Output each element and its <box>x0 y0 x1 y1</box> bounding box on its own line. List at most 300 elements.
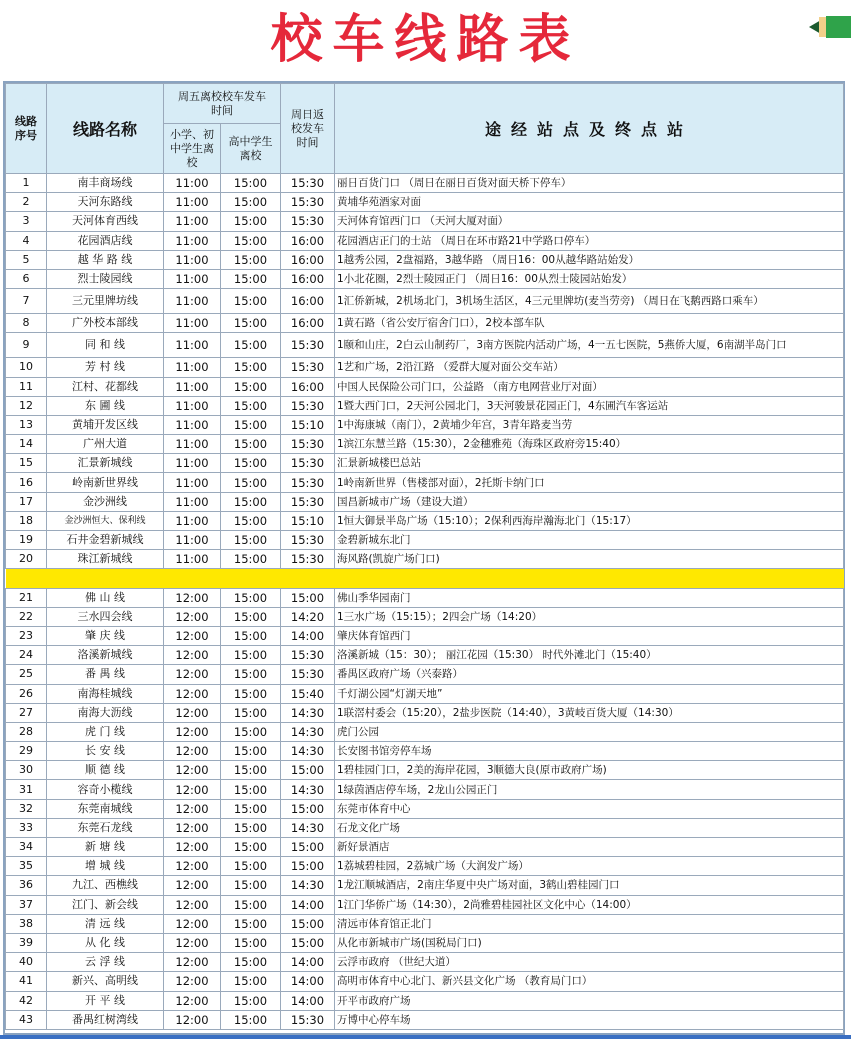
friday-high-time-cell: 15:00 <box>221 231 281 250</box>
stops-cell: 天河体育馆西门口 （天河大厦对面） <box>335 212 844 231</box>
stops-cell: 开平市政府广场 <box>335 991 844 1010</box>
stops-cell: 1三水广场（15:15）；2四会广场（14:20） <box>335 607 844 626</box>
table-row <box>6 454 844 473</box>
friday-primary-time-cell: 11:00 <box>164 250 221 269</box>
stops-cell: 新好景酒店 <box>335 838 844 857</box>
sunday-time-cell: 15:30 <box>281 454 335 473</box>
stops-cell: 高明市体育中心北门、新兴县文化广场 （教育局门口） <box>335 972 844 991</box>
route-name-cell: 增 城 线 <box>47 857 164 876</box>
schedule-table-frame <box>3 81 845 1035</box>
friday-high-time-cell: 15:00 <box>221 972 281 991</box>
friday-primary-time-cell: 12:00 <box>164 742 221 761</box>
stops-cell: 云浮市政府 （世纪大道） <box>335 953 844 972</box>
friday-primary-time-cell: 12:00 <box>164 876 221 895</box>
route-name-cell: 长 安 线 <box>47 742 164 761</box>
route-number-cell: 33 <box>6 818 47 837</box>
stops-cell: 花园酒店正门的士站 （周日在环市路21中学路口停车） <box>335 231 844 250</box>
friday-high-time-cell: 15:00 <box>221 761 281 780</box>
friday-high-time-cell: 15:00 <box>221 269 281 288</box>
route-number-cell: 24 <box>6 646 47 665</box>
friday-primary-time-cell: 11:00 <box>164 492 221 511</box>
table-row <box>6 231 844 250</box>
table-row <box>6 761 844 780</box>
stops-cell: 汇景新城楼巴总站 <box>335 454 844 473</box>
sunday-time-cell: 16:00 <box>281 289 335 314</box>
route-number-cell: 28 <box>6 722 47 741</box>
route-name-cell: 番禺红树湾线 <box>47 1010 164 1029</box>
header-sunday-return: 周日返校发车时间 <box>281 84 335 174</box>
route-name-cell: 番 禺 线 <box>47 665 164 684</box>
route-name-cell: 三元里牌坊线 <box>47 289 164 314</box>
friday-high-time-cell: 15:00 <box>221 492 281 511</box>
route-name-cell: 天河体育西线 <box>47 212 164 231</box>
header-friday-departure: 周五离校校车发车时间 <box>164 84 281 124</box>
route-number-cell: 36 <box>6 876 47 895</box>
friday-primary-time-cell: 12:00 <box>164 626 221 645</box>
sunday-time-cell: 15:00 <box>281 799 335 818</box>
route-number-cell: 15 <box>6 454 47 473</box>
stops-cell: 1颐和山庄，2白云山制药厂，3南方医院内活动广场，4一五七医院，5燕侨大厦，6南湖半岛门口 <box>335 333 844 358</box>
friday-high-time-cell: 15:00 <box>221 396 281 415</box>
sunday-time-cell: 15:30 <box>281 473 335 492</box>
sunday-time-cell: 14:30 <box>281 742 335 761</box>
sunday-time-cell: 15:30 <box>281 435 335 454</box>
friday-primary-time-cell: 12:00 <box>164 818 221 837</box>
friday-primary-time-cell: 11:00 <box>164 231 221 250</box>
table-row <box>6 396 844 415</box>
sunday-time-cell: 15:10 <box>281 415 335 434</box>
stops-cell: 肇庆体育馆西门 <box>335 626 844 645</box>
route-number-cell: 42 <box>6 991 47 1010</box>
friday-high-time-cell: 15:00 <box>221 607 281 626</box>
stops-cell: 1暨大西门口，2天河公园北门，3天河骏景花园正门，4东圃汽车客运站 <box>335 396 844 415</box>
table-row <box>6 933 844 952</box>
bottom-band <box>0 1035 851 1039</box>
sunday-time-cell: 15:30 <box>281 550 335 569</box>
friday-high-time-cell: 15:00 <box>221 511 281 530</box>
pencil-icon <box>809 14 851 40</box>
route-number-cell: 25 <box>6 665 47 684</box>
friday-primary-time-cell: 11:00 <box>164 511 221 530</box>
route-name-cell: 江村、花都线 <box>47 377 164 396</box>
friday-primary-time-cell: 11:00 <box>164 550 221 569</box>
stops-cell: 从化市新城市广场(国税局门口) <box>335 933 844 952</box>
route-number-cell: 3 <box>6 212 47 231</box>
sunday-time-cell: 14:30 <box>281 818 335 837</box>
table-row <box>6 953 844 972</box>
sunday-time-cell: 14:20 <box>281 607 335 626</box>
friday-high-time-cell: 15:00 <box>221 953 281 972</box>
route-name-cell: 芳 村 线 <box>47 358 164 377</box>
friday-high-time-cell: 15:00 <box>221 991 281 1010</box>
route-number-cell: 35 <box>6 857 47 876</box>
stops-cell: 千灯湖公园“灯湖天地” <box>335 684 844 703</box>
route-name-cell: 黄埔开发区线 <box>47 415 164 434</box>
sunday-time-cell: 15:00 <box>281 857 335 876</box>
sunday-time-cell: 14:00 <box>281 626 335 645</box>
route-name-cell: 南海大沥线 <box>47 703 164 722</box>
friday-high-time-cell: 15:00 <box>221 193 281 212</box>
sunday-time-cell: 16:00 <box>281 269 335 288</box>
header-friday-high: 高中学生离校 <box>221 124 281 174</box>
friday-high-time-cell: 15:00 <box>221 250 281 269</box>
table-row <box>6 289 844 314</box>
route-number-cell: 5 <box>6 250 47 269</box>
table-row <box>6 895 844 914</box>
table-row <box>6 333 844 358</box>
friday-primary-time-cell: 11:00 <box>164 377 221 396</box>
friday-high-time-cell: 15:00 <box>221 626 281 645</box>
friday-high-time-cell: 15:00 <box>221 703 281 722</box>
table-row <box>6 358 844 377</box>
stops-cell: 1艺和广场，2沿江路 （爱群大厦对面公交车站） <box>335 358 844 377</box>
header-stops: 途经站点及终点站 <box>335 84 844 174</box>
route-number-cell: 6 <box>6 269 47 288</box>
friday-primary-time-cell: 11:00 <box>164 473 221 492</box>
friday-primary-time-cell: 12:00 <box>164 646 221 665</box>
stops-cell: 1滨江东慧兰路（15:30），2金穗雅苑（海珠区政府旁15:40） <box>335 435 844 454</box>
route-name-cell: 新兴、高明线 <box>47 972 164 991</box>
route-number-cell: 2 <box>6 193 47 212</box>
table-row <box>6 550 844 569</box>
friday-high-time-cell: 15:00 <box>221 684 281 703</box>
friday-high-time-cell: 15:00 <box>221 454 281 473</box>
header-route-no: 线路序号 <box>6 84 47 174</box>
friday-primary-time-cell: 11:00 <box>164 358 221 377</box>
table-row <box>6 876 844 895</box>
friday-high-time-cell: 15:00 <box>221 933 281 952</box>
friday-primary-time-cell: 12:00 <box>164 895 221 914</box>
friday-primary-time-cell: 12:00 <box>164 799 221 818</box>
route-name-cell: 南丰商场线 <box>47 174 164 193</box>
sunday-time-cell: 14:00 <box>281 972 335 991</box>
table-row <box>6 415 844 434</box>
sunday-time-cell: 15:30 <box>281 531 335 550</box>
sunday-time-cell: 15:00 <box>281 588 335 607</box>
route-number-cell: 26 <box>6 684 47 703</box>
route-name-cell: 天河东路线 <box>47 193 164 212</box>
friday-high-time-cell: 15:00 <box>221 818 281 837</box>
friday-primary-time-cell: 12:00 <box>164 933 221 952</box>
sunday-time-cell: 16:00 <box>281 377 335 396</box>
route-number-cell: 11 <box>6 377 47 396</box>
table-row <box>6 665 844 684</box>
sunday-time-cell: 15:30 <box>281 333 335 358</box>
route-name-cell: 东莞南城线 <box>47 799 164 818</box>
table-row <box>6 684 844 703</box>
friday-primary-time-cell: 11:00 <box>164 212 221 231</box>
routes-group-a <box>6 174 844 569</box>
stops-cell: 万博中心停车场 <box>335 1010 844 1029</box>
friday-primary-time-cell: 11:00 <box>164 193 221 212</box>
route-name-cell: 佛 山 线 <box>47 588 164 607</box>
stops-cell: 1小北花圈，2烈士陵园正门 （周日16：00从烈士陵园站始发） <box>335 269 844 288</box>
stops-cell: 黄埔华苑酒家对面 <box>335 193 844 212</box>
sunday-time-cell: 15:00 <box>281 838 335 857</box>
stops-cell: 1联滘村委会（15:20），2盐步医院（14:40），3黄岐百货大厦（14:30） <box>335 703 844 722</box>
sunday-time-cell: 15:40 <box>281 684 335 703</box>
stops-cell: 1中海康城（南门），2黄埔少年宫，3青年路麦当劳 <box>335 415 844 434</box>
stops-cell: 金碧新城东北门 <box>335 531 844 550</box>
stops-cell: 1岭南新世界（售楼部对面），2托斯卡纳门口 <box>335 473 844 492</box>
stops-cell: 虎门公园 <box>335 722 844 741</box>
friday-primary-time-cell: 12:00 <box>164 761 221 780</box>
route-name-cell: 越 华 路 线 <box>47 250 164 269</box>
sunday-time-cell: 15:30 <box>281 174 335 193</box>
stops-cell: 1龙江顺城酒店，2南庄华夏中央广场对面，3鹤山碧桂园门口 <box>335 876 844 895</box>
stops-cell: 清远市体育馆正北门 <box>335 914 844 933</box>
table-row <box>6 511 844 530</box>
friday-high-time-cell: 15:00 <box>221 435 281 454</box>
table-row <box>6 799 844 818</box>
table-row <box>6 607 844 626</box>
sunday-time-cell: 15:30 <box>281 358 335 377</box>
route-name-cell: 花园酒店线 <box>47 231 164 250</box>
sunday-time-cell: 14:30 <box>281 703 335 722</box>
table-row <box>6 174 844 193</box>
route-name-cell: 广外校本部线 <box>47 314 164 333</box>
sunday-time-cell: 14:00 <box>281 991 335 1010</box>
friday-primary-time-cell: 11:00 <box>164 396 221 415</box>
route-number-cell: 30 <box>6 761 47 780</box>
sunday-time-cell: 16:00 <box>281 231 335 250</box>
friday-primary-time-cell: 12:00 <box>164 972 221 991</box>
route-name-cell: 顺 德 线 <box>47 761 164 780</box>
route-number-cell: 18 <box>6 511 47 530</box>
sunday-time-cell: 16:00 <box>281 314 335 333</box>
sunday-time-cell: 15:00 <box>281 761 335 780</box>
friday-high-time-cell: 15:00 <box>221 895 281 914</box>
friday-primary-time-cell: 12:00 <box>164 780 221 799</box>
table-row <box>6 742 844 761</box>
stops-cell: 1恒大御景半岛广场（15:10）；2保利西海岸瀚海北门（15:17） <box>335 511 844 530</box>
route-name-cell: 东 圃 线 <box>47 396 164 415</box>
friday-primary-time-cell: 12:00 <box>164 953 221 972</box>
route-number-cell: 16 <box>6 473 47 492</box>
friday-primary-time-cell: 12:00 <box>164 607 221 626</box>
stops-cell: 中国人民保险公司门口，公益路 （南方电网营业厅对面） <box>335 377 844 396</box>
friday-high-time-cell: 15:00 <box>221 665 281 684</box>
route-number-cell: 23 <box>6 626 47 645</box>
route-name-cell: 三水四会线 <box>47 607 164 626</box>
stops-cell: 国昌新城市广场（建设大道） <box>335 492 844 511</box>
route-number-cell: 7 <box>6 289 47 314</box>
route-number-cell: 14 <box>6 435 47 454</box>
stops-cell: 长安图书馆旁停车场 <box>335 742 844 761</box>
sunday-time-cell: 15:00 <box>281 933 335 952</box>
friday-high-time-cell: 15:00 <box>221 914 281 933</box>
sunday-time-cell: 14:00 <box>281 953 335 972</box>
table-row <box>6 818 844 837</box>
friday-high-time-cell: 15:00 <box>221 415 281 434</box>
route-number-cell: 12 <box>6 396 47 415</box>
route-name-cell: 从 化 线 <box>47 933 164 952</box>
route-number-cell: 8 <box>6 314 47 333</box>
table-row <box>6 492 844 511</box>
stops-cell: 东莞市体育中心 <box>335 799 844 818</box>
table-row <box>6 435 844 454</box>
separator-bar <box>6 569 844 588</box>
stops-cell: 1荔城碧桂园，2荔城广场（大润发广场） <box>335 857 844 876</box>
route-number-cell: 20 <box>6 550 47 569</box>
route-name-cell: 岭南新世界线 <box>47 473 164 492</box>
table-row <box>6 780 844 799</box>
route-name-cell: 容奇小榄线 <box>47 780 164 799</box>
friday-high-time-cell: 15:00 <box>221 531 281 550</box>
sunday-time-cell: 15:30 <box>281 396 335 415</box>
route-name-cell: 珠江新城线 <box>47 550 164 569</box>
friday-high-time-cell: 15:00 <box>221 473 281 492</box>
friday-primary-time-cell: 12:00 <box>164 665 221 684</box>
sunday-time-cell: 14:00 <box>281 895 335 914</box>
table-row <box>6 588 844 607</box>
route-name-cell: 同 和 线 <box>47 333 164 358</box>
sunday-time-cell: 14:30 <box>281 876 335 895</box>
route-number-cell: 21 <box>6 588 47 607</box>
route-number-cell: 22 <box>6 607 47 626</box>
route-name-cell: 九江、西樵线 <box>47 876 164 895</box>
table-row <box>6 473 844 492</box>
sunday-time-cell: 16:00 <box>281 250 335 269</box>
route-number-cell: 38 <box>6 914 47 933</box>
friday-high-time-cell: 15:00 <box>221 358 281 377</box>
friday-high-time-cell: 15:00 <box>221 212 281 231</box>
table-row <box>6 703 844 722</box>
friday-primary-time-cell: 11:00 <box>164 289 221 314</box>
friday-high-time-cell: 15:00 <box>221 377 281 396</box>
route-number-cell: 39 <box>6 933 47 952</box>
sunday-time-cell: 15:00 <box>281 914 335 933</box>
table-row <box>6 193 844 212</box>
friday-primary-time-cell: 11:00 <box>164 269 221 288</box>
friday-high-time-cell: 15:00 <box>221 550 281 569</box>
route-name-cell: 新 塘 线 <box>47 838 164 857</box>
route-name-cell: 汇景新城线 <box>47 454 164 473</box>
table-row <box>6 212 844 231</box>
route-name-cell: 云 浮 线 <box>47 953 164 972</box>
stops-cell: 1黄石路（省公安厅宿舍门口），2校本部车队 <box>335 314 844 333</box>
table-row <box>6 991 844 1010</box>
stops-cell: 石龙文化广场 <box>335 818 844 837</box>
schedule-table <box>5 83 844 1030</box>
route-number-cell: 17 <box>6 492 47 511</box>
stops-cell: 1碧桂园门口，2美的海岸花园，3顺德大良(原市政府广场) <box>335 761 844 780</box>
route-name-cell: 南海桂城线 <box>47 684 164 703</box>
sunday-time-cell: 15:30 <box>281 1010 335 1029</box>
friday-high-time-cell: 15:00 <box>221 857 281 876</box>
route-name-cell: 东莞石龙线 <box>47 818 164 837</box>
stops-cell: 1绿茵酒店停车场，2龙山公园正门 <box>335 780 844 799</box>
table-row <box>6 531 844 550</box>
table-row <box>6 972 844 991</box>
friday-primary-time-cell: 11:00 <box>164 454 221 473</box>
stops-cell: 1江门华侨广场（14:30），2尚雅碧桂园社区文化中心（14:00） <box>335 895 844 914</box>
friday-primary-time-cell: 12:00 <box>164 914 221 933</box>
route-name-cell: 金沙洲线 <box>47 492 164 511</box>
friday-high-time-cell: 15:00 <box>221 333 281 358</box>
friday-primary-time-cell: 11:00 <box>164 174 221 193</box>
friday-primary-time-cell: 11:00 <box>164 415 221 434</box>
route-number-cell: 19 <box>6 531 47 550</box>
table-row <box>6 857 844 876</box>
friday-high-time-cell: 15:00 <box>221 742 281 761</box>
sunday-time-cell: 15:30 <box>281 193 335 212</box>
friday-primary-time-cell: 12:00 <box>164 1010 221 1029</box>
table-row <box>6 626 844 645</box>
table-row <box>6 250 844 269</box>
friday-high-time-cell: 15:00 <box>221 646 281 665</box>
friday-high-time-cell: 15:00 <box>221 780 281 799</box>
group-separator <box>6 569 844 588</box>
friday-high-time-cell: 15:00 <box>221 838 281 857</box>
friday-high-time-cell: 15:00 <box>221 799 281 818</box>
page-title: 校车线路表 <box>270 10 581 70</box>
friday-primary-time-cell: 11:00 <box>164 435 221 454</box>
route-name-cell: 金沙洲恒大、保利线 <box>47 511 164 530</box>
header-route-name: 线路名称 <box>47 84 164 174</box>
friday-high-time-cell: 15:00 <box>221 314 281 333</box>
route-number-cell: 4 <box>6 231 47 250</box>
table-row <box>6 722 844 741</box>
route-name-cell: 清 远 线 <box>47 914 164 933</box>
stops-cell: 丽日百货门口 （周日在丽日百货对面天桥下停车） <box>335 174 844 193</box>
route-name-cell: 江门、新会线 <box>47 895 164 914</box>
route-name-cell: 广州大道 <box>47 435 164 454</box>
route-number-cell: 10 <box>6 358 47 377</box>
friday-high-time-cell: 15:00 <box>221 174 281 193</box>
table-row <box>6 838 844 857</box>
stops-cell: 海风路(凯旋广场门口) <box>335 550 844 569</box>
friday-primary-time-cell: 12:00 <box>164 722 221 741</box>
friday-primary-time-cell: 11:00 <box>164 314 221 333</box>
route-number-cell: 31 <box>6 780 47 799</box>
table-row <box>6 646 844 665</box>
stops-cell: 佛山季华园南门 <box>335 588 844 607</box>
routes-group-b <box>6 588 844 1029</box>
table-row <box>6 914 844 933</box>
stops-cell: 番禺区政府广场（兴泰路） <box>335 665 844 684</box>
friday-high-time-cell: 15:00 <box>221 1010 281 1029</box>
stops-cell: 洛溪新城（15：30）； 丽江花园（15:30） 时代外滩北门（15:40） <box>335 646 844 665</box>
route-name-cell: 石井金碧新城线 <box>47 531 164 550</box>
table-row <box>6 269 844 288</box>
route-number-cell: 34 <box>6 838 47 857</box>
friday-primary-time-cell: 12:00 <box>164 991 221 1010</box>
route-number-cell: 40 <box>6 953 47 972</box>
sunday-time-cell: 15:30 <box>281 212 335 231</box>
route-number-cell: 43 <box>6 1010 47 1029</box>
route-number-cell: 27 <box>6 703 47 722</box>
friday-primary-time-cell: 12:00 <box>164 857 221 876</box>
table-row <box>6 1010 844 1029</box>
friday-primary-time-cell: 12:00 <box>164 838 221 857</box>
route-number-cell: 13 <box>6 415 47 434</box>
route-name-cell: 洛溪新城线 <box>47 646 164 665</box>
stops-cell: 1汇侨新城，2机场北门，3机场生活区，4三元里牌坊(麦当劳旁) （周日在飞鹅西路口乘车） <box>335 289 844 314</box>
sunday-time-cell: 14:30 <box>281 780 335 799</box>
friday-high-time-cell: 15:00 <box>221 588 281 607</box>
route-number-cell: 29 <box>6 742 47 761</box>
route-name-cell: 虎 门 线 <box>47 722 164 741</box>
sunday-time-cell: 15:10 <box>281 511 335 530</box>
route-number-cell: 9 <box>6 333 47 358</box>
route-number-cell: 1 <box>6 174 47 193</box>
sunday-time-cell: 14:30 <box>281 722 335 741</box>
header-friday-primary: 小学、初中学生离校 <box>164 124 221 174</box>
friday-primary-time-cell: 12:00 <box>164 684 221 703</box>
route-name-cell: 开 平 线 <box>47 991 164 1010</box>
route-number-cell: 41 <box>6 972 47 991</box>
